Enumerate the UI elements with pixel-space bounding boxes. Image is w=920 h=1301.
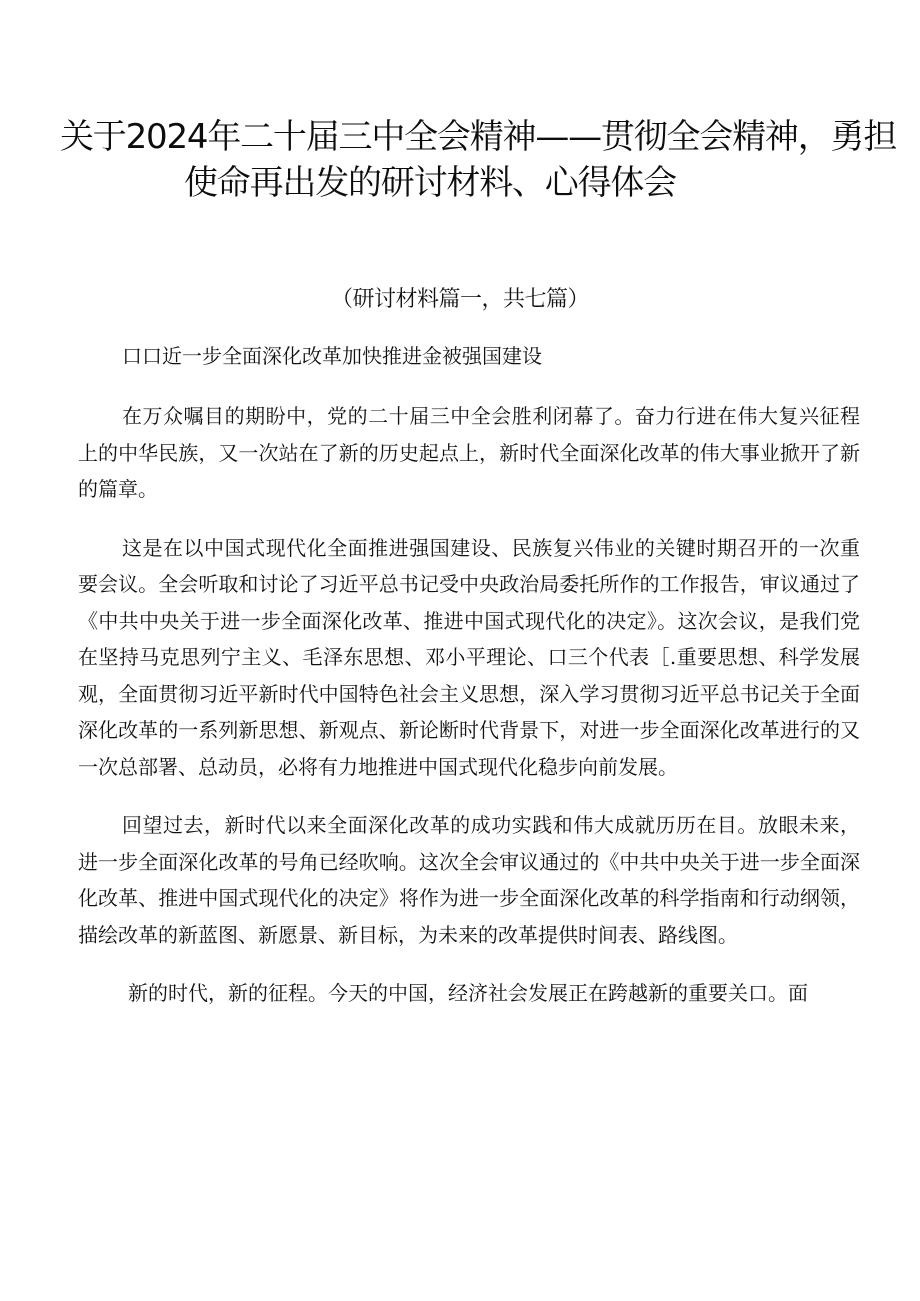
- title-line-2: 使命再出发的研讨材料、心得体会: [184, 163, 676, 203]
- document-subtitle: （研讨材料篇一，共七篇）: [330, 287, 589, 312]
- paragraph-2: 这是在以中国式现代化全面推进强国建设、民族复兴伟业的关键时期召开的一次重要会议。全会听取和讨论了习近平总书记受中央政治局委托所作的工作报告，审议通过了《中共中央关于进一步全面深化改革、推进中国式现代化的决定》。这次会议，是我们党在坚持马克思列宁主义、毛泽东思想、邓小平理论、口三个代表［.重要思想、科学发展观，全面贯彻习近平新时代中国特色社会主义思想，深入学习贯彻习近平总书记关于全面深化改革的一系列新思想、新观点、新论断时代背景下，对进一步全面深化改革进行的又一次总部署、总动员，必将有力地推进中国式现代化稳步向前发展。: [78, 535, 860, 779]
- paragraph-4: 新的时代，新的征程。今天的中国，经济社会发展正在跨越新的重要关口。面: [128, 981, 808, 1005]
- document-title: [60, 114, 897, 206]
- paragraph-1: 在万众嘱目的期盼中，党的二十届三中全会胜利闭幕了。奋力行进在伟大复兴征程上的中华民族，又一次站在了新的历史起点上，新时代全面深化改革的伟大事业掀开了新的篇章。: [78, 404, 860, 501]
- title-line-1: 关于2024年二十届三中全会精神——贯彻全会精神，勇担: [60, 117, 897, 157]
- paragraph-3: 回望过去，新时代以来全面深化改革的成功实践和伟大成就历历在目。放眼未来，进一步全面深化改革的号角已经吹响。这次全会审议通过的《中共中央关于进一步全面深化改革、推进中国式现代化的决定》将作为进一步全面深化改革的科学指南和行动纲领，描绘改革的新蓝图、新愿景、新目标，为未来的改革提供时间表、路线图。: [78, 813, 860, 947]
- document-body: [78, 398, 860, 1012]
- section-heading: 口口近一步全面深化改革加快推进金被强国建设: [122, 344, 542, 368]
